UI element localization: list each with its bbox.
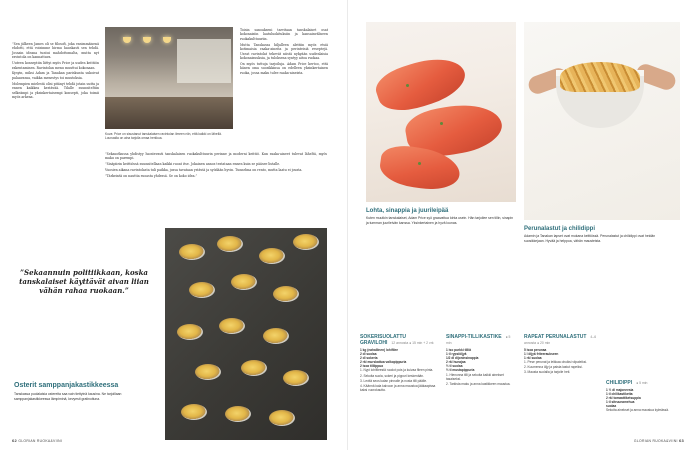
ingredient: 1 kg (nahallinen) lohifilee: [360, 348, 399, 352]
oyster-shell: [195, 364, 221, 380]
page-number: 63: [678, 438, 684, 443]
oyster-shell: [217, 236, 243, 252]
oyster-shell: [179, 244, 205, 260]
paragraph: ”Tärkeintä on nauttia ruoasta yhdessä. Se on koko idea.”: [105, 174, 198, 179]
recipe-title: SINAPPI-TILLIKASTIKE: [446, 334, 502, 340]
page-footer: [12, 438, 62, 443]
oyster-shell: [231, 274, 257, 290]
recipe-mustard-dill-sauce: [446, 334, 516, 387]
section-text: Kuten muutkin tanskalaiset, Adam Price syö graavattua lohta usein. Hän tarjoilee sen tillin, sinapin ja tumman juurileivän kanssa. Yksinkertainen ja hyvä lounas.: [366, 216, 514, 225]
oyster-shell: [189, 282, 215, 298]
dill-garnish: [406, 84, 409, 87]
restaurant-photo: [105, 27, 233, 129]
recipe-step: 3. Levitä seos kalan pinnalle ja nosta tilli päälle.: [360, 378, 427, 383]
paragraph: Mutta Tanskassa hiljalleen alettiin myös etsiä kotimaisia raaka-aineita ja perinteisiä reseptejä. Useat ravintolat tekevät niistä nykyään uudenlaisia kokonaisuuksia, ja tuloksena syntyy aitoa ruokaa.: [240, 42, 328, 60]
recipe-chili-dip: [606, 380, 682, 414]
recipe-title: CHILIDIPPI: [606, 380, 633, 386]
lamp-icon: [143, 37, 151, 43]
paragraph: ”Sekasotkussa yhdistyy luontevasti tanskalaisen ruokakulttuurin perinne ja moderni keittiö. Kun raaka-aineet tulevat läheltä, myös maku on parempi.: [105, 152, 327, 161]
paragraph: ”Sen jälkeen James oli se filosofi, joka ensimmäisenä ehdotti, että voisimme hirmu hauskasti sen tehdä. Jossain ideana tuntui mahdottomalta, mutta nyt ravintola on kannattava.: [12, 42, 99, 60]
salmon-photo: [366, 22, 516, 202]
recipe-gravlax: [360, 334, 440, 393]
ingredient: 1 rkl suolaa: [524, 356, 542, 361]
ingredient: 2 rkl tomaattiketsuppia: [606, 396, 641, 401]
photo-caption: Kuva: Price on sisustanut tanskalaisen ravintolan ilmeen niin, että kaikki on lähellä. Lounaalla on aina tarjolla omaa herkkua.: [105, 132, 222, 141]
recipe-meta: 4–6 annosta ● 20 min: [524, 335, 597, 345]
text-column-left: [12, 42, 99, 101]
ingredient: 1 iso purkki tilliä: [446, 348, 471, 352]
potato-chips: [560, 62, 640, 92]
right-page: [348, 0, 696, 450]
text-column-wide: [105, 152, 327, 180]
magazine-name: GLORIAN RUOKA&VIINI: [18, 439, 63, 443]
oyster-shell: [181, 404, 207, 420]
ingredient: 1 ½ dl majoneesia: [606, 388, 634, 392]
ingredient: suolaa: [606, 404, 617, 409]
paragraph: ”Sisäpiirin keittiössä suunnitellaan kaikki ruoat itse. Jokainen annos testataan ennen kuin se pääsee listalle.: [105, 162, 281, 167]
recipe-step: 2. Sekoita suola, sokeri ja pippuri keskenään.: [360, 373, 424, 378]
oysters-photo: [165, 228, 327, 440]
recipe-title: SOKERISUOLATTU GRAVILOHI: [360, 334, 407, 346]
lamp-icon: [123, 37, 131, 43]
oyster-shell: [219, 318, 245, 334]
recipe-step: Sekoita ainekset ja anna maustua kylmässä.: [606, 408, 669, 413]
pull-quote: ”Sekaannuin politiikkaan, koska tanskalaiset käyttävät aivan liian vähän rahaa ruokaan.”: [19, 268, 149, 295]
section-text: Adamin ja Tanakan lapset ovat mukana keittiössä. Perunalastut ja chilidippi ovat heidän suosikkejaan. Hyvää ja helppoa, vähän mausteista.: [524, 234, 656, 243]
recipe-potato-chips: [524, 334, 600, 376]
ingredient: ½ tl mustapippuria: [446, 368, 475, 373]
recipe-meta: 12 annosta ● 15 min + 2 vrk: [391, 341, 434, 345]
recipe-title: RAPEAT PERUNALASTUT: [524, 334, 587, 340]
ingredient: 2 dl suolaa: [360, 352, 377, 357]
recipe-step: 2. Kuumenna öljy ja paista lastut rapeiksi.: [524, 365, 583, 370]
recipe-step: 3. Mausta suolalla ja tarjoile heti.: [524, 370, 571, 375]
recipe-step: 1. Hienonna tilli ja sekoita kaikki ainekset tasaiseksi.: [446, 372, 504, 381]
ingredient: 1 tl chilikastiketta: [606, 392, 633, 397]
paragraph: Vuosien aikana ravintolasta tuli paikka, jossa tavataan ystäviä ja syödään hyvin. Tunnelma on rento, mutta laatu ei jousta.: [105, 168, 303, 173]
recipe-step: 4. Käännä kala kalvoon ja anna maustua jääkaapissa kaksi vuorokautta.: [360, 383, 436, 392]
oyster-shell: [259, 248, 285, 264]
ingredient: 5 isoa perunaa: [524, 348, 547, 352]
section-heading: Lohta, sinappia ja juurileipää: [366, 208, 449, 214]
fries-photo: [524, 22, 680, 220]
paragraph: Kysyin, miksi Adam ja Tanakan pariskunta uskoivat palaavansa, vaikka menestys toi muutoksia.: [12, 71, 99, 80]
magazine-name: GLORIAN RUOKA&VIINI: [633, 439, 678, 443]
dill-garnish: [440, 122, 443, 125]
ingredient: 1 tl rypsiöljyä: [446, 352, 467, 357]
recipe-meta: ● 5 min: [636, 381, 648, 385]
ingredient: ½ tl suolaa: [446, 364, 463, 369]
oyster-shell: [225, 406, 251, 422]
recipe-step: 1. Pese perunat ja leikkaa ohuiksi viipaleiksi.: [524, 360, 587, 365]
lamp-icon: [163, 37, 171, 43]
oyster-shell: [273, 286, 299, 302]
section-heading: Perunalastut ja chilidippi: [524, 226, 596, 232]
bar-counter: [105, 97, 233, 129]
oyster-shell: [293, 234, 319, 250]
ingredient: 2 dl sokeria: [360, 356, 378, 361]
ingredient: 1 tl sitruunamehua: [606, 400, 635, 405]
paragraph: Toisin sanoakseni tarvitaan tanskalaiset osat kokonaisiin laatuluokituksiin ja kansainväliseen ruokakulttuuriin.: [240, 28, 328, 41]
recipe-intro: Tanskassa puolalaisia ostereita saa vain tiettyinä kausina. Ne tarjoillaan samppanjakastikkeessa lämpiminä, kevyesti gratinoituna.: [14, 392, 122, 401]
page-number: 62: [12, 438, 18, 443]
window-light: [177, 39, 231, 83]
dill-garnish: [418, 162, 421, 165]
paragraph: On myös tuttuja tarjoiluja. Adam Price kertoo, että hänen oma suosikkinsa on edelleen yksinkertainen ruoka, jossa maku tulee raaka-aineista.: [240, 61, 328, 75]
recipe-heading: Osterit samppanjakastikkeessa: [14, 382, 119, 389]
recipe-step: 1. Nypi lohifileestä ruodot pois ja kuivaa fileen pinta.: [360, 368, 434, 373]
oyster-shell: [177, 324, 203, 340]
ingredient: 1/2 dl dijoninsinappia: [446, 356, 479, 361]
paragraph: Uuteen konseptiin liittyi myös Price ja uuden keittiön rakentaminen. Ravintolan menu muuttui kokonaan.: [12, 61, 99, 70]
oyster-shell: [241, 360, 267, 376]
ingredient: 2 rkl murskattua valkopippuria: [360, 360, 407, 365]
recipe-meta: ● 5 min: [446, 335, 511, 345]
ingredient: 1 l öljyä friteeraukseen: [524, 352, 559, 357]
paragraph: Molempien mielestä olisi pitänyt tehdä jotain uutta ja ennen kaikkea kestävää. Tilalle suunniteltiin selkeämpi ja yksinkertaisempi konsepti, joka toimii myös arkena.: [12, 81, 99, 99]
page-footer: [634, 438, 684, 443]
ingredient: 2 rkl hunajaa: [446, 360, 466, 365]
text-column-right: [240, 28, 328, 77]
oyster-shell: [269, 410, 295, 426]
ingredient: 2 isoa tilliippua: [360, 364, 384, 369]
oyster-shell: [263, 328, 289, 344]
oyster-shell: [283, 370, 309, 386]
recipe-step: 2. Tarkista maku ja anna kastikkeen maustua.: [446, 381, 511, 386]
